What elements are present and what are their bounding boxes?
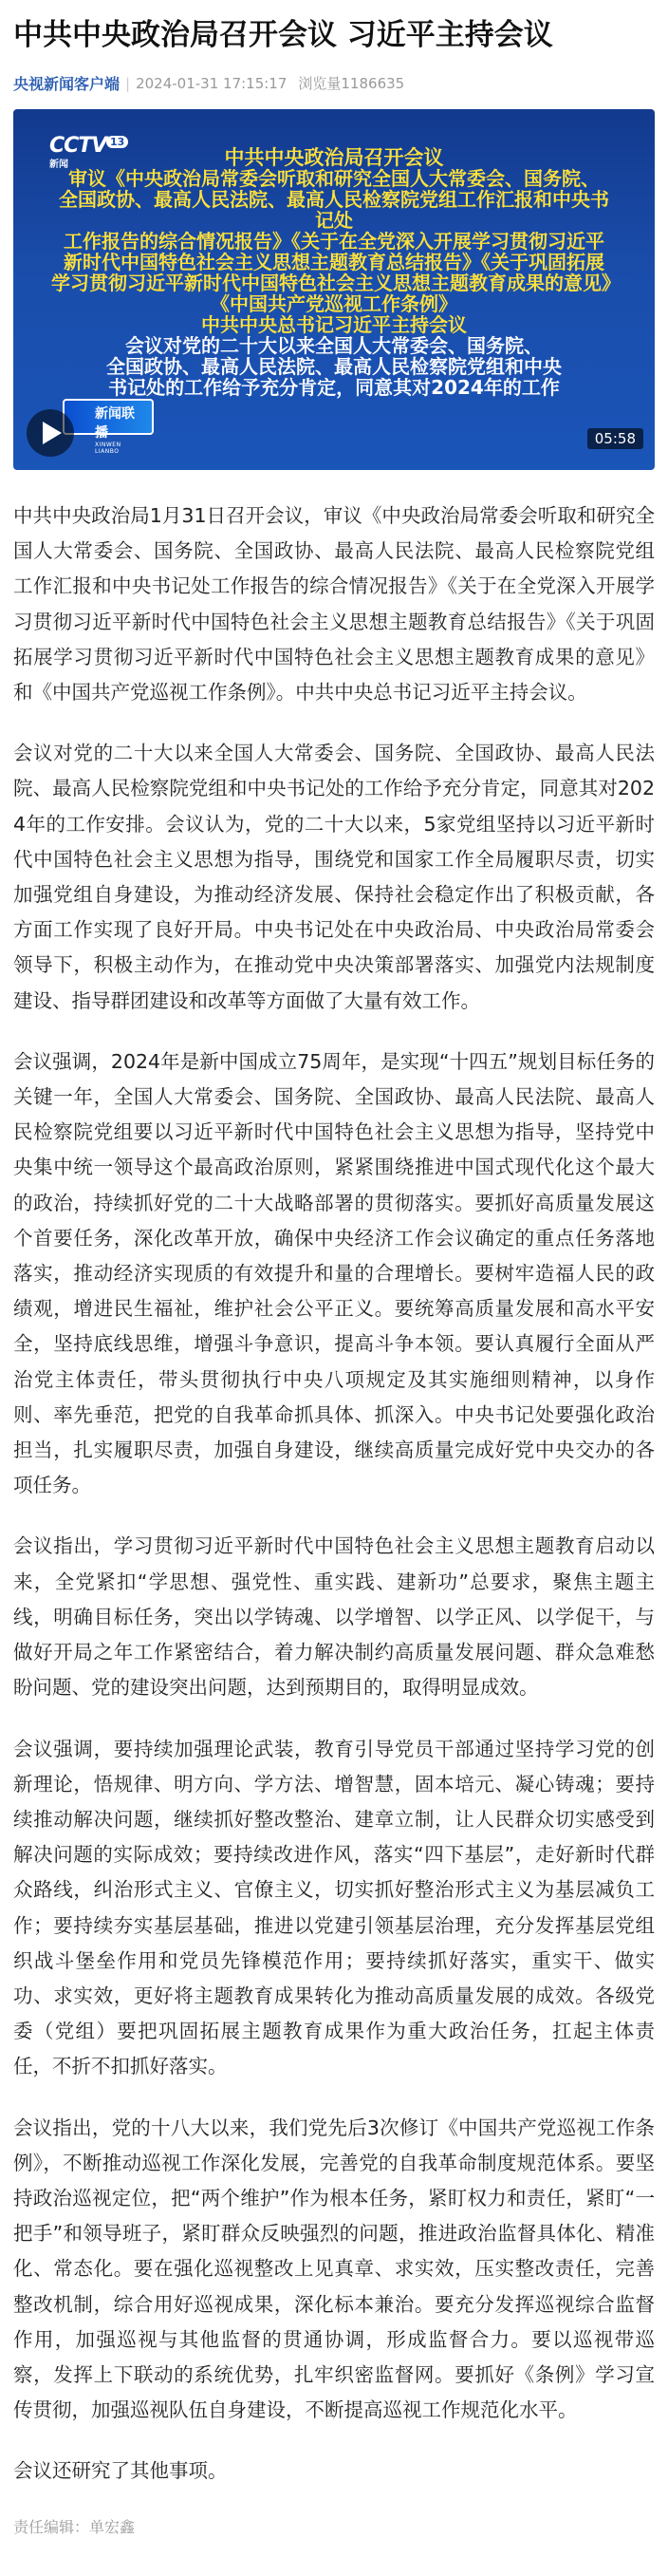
responsible-editor: 责任编辑：单宏鑫 [13, 2517, 136, 2536]
paragraph: 会议指出，学习贯彻习近平新时代中国特色社会主义思想主题教育启动以来，全党紧扣“学思想、强党性、重实践、建新功”总要求，聚焦主题主线，明确目标任务，突出以学铸魂、以学增智、以学正风、以学促干，与做好开局之年工作紧密结合，着力解决制约高质量发展问题、群众急难愁盼问题、党的建设突出问题，达到预期目的，取得明显成效。 [13, 1534, 655, 1700]
paragraph: 中共中央政治局1月31日召开会议，审议《中央政治局常委会听取和研究全国人大常委会、国务院、全国政协、最高人民法院、最高人民检察院党组工作汇报和中央书记处工作报告的综合情况报告》《关于在全党深入开展学习贯彻习近平新时代中国特色社会主义思想主题教育总结报告》《关于巩固拓展学习贯彻习近平新时代中国特色社会主义思想主题教育成果的意见》和《中国共产党巡视工作条例》。中共中央总书记习近平主持会议。 [13, 504, 655, 705]
caption-line: 学习贯彻习近平新时代中国特色社会主义思想主题教育成果的意见》 [51, 272, 621, 294]
caption-line: 工作报告的综合情况报告》《关于在全党深入开展学习贯彻习近平 [64, 230, 604, 253]
channel-number: 13 [106, 136, 128, 148]
article-title: 中共中央政治局召开会议 习近平主持会议 [13, 18, 553, 52]
channel-name: 新闻 [49, 160, 68, 170]
paragraph: 会议对党的二十大以来全国人大常委会、国务院、全国政协、最高人民法院、最高人民检察院党组和中央书记处的工作给予充分肯定，同意其对2024年的工作安排。会议认为，党的二十大以来，5家党组坚持以习近平新时代中国特色社会主义思想为指导，围绕党和国家工作全局履职尽责，切实加强党组自身建设，为推动经济发展、保持社会稳定作出了积极贡献，各方面工作实现了良好开局。中央书记处在中央政治局、中央政治局常委会领导下，积极主动作为，在推动党中央决策部署落实、加强党内法规制度建设、指导群团建设和改革等方面做了大量有效工作。 [13, 742, 655, 1012]
article-body [13, 498, 655, 2490]
caption-line: 新时代中国特色社会主义思想主题教育总结报告》《关于巩固拓展 [64, 251, 604, 273]
video-player[interactable] [13, 109, 655, 470]
caption-line: 《中国共产党巡视工作条例》 [211, 292, 457, 315]
paragraph: 会议强调，2024年是新中国成立75周年，是实现“十四五”规划目标任务的关键一年，全国人大常委会、国务院、全国政协、最高人民法院、最高人民检察院党组要以习近平新时代中国特色社会主义思想为指导，坚持党中央集中统一领导这个最高政治原则，紧紧围绕推进中国式现代化这个最大的政治，持续抓好党的二十大战略部署的贯彻落实。要抓好高质量发展这个首要任务，深化改革开放，确保中央经济工作会议确定的重点任务落地落实，推动经济实现质的有效提升和量的合理增长。要树牢造福人民的政绩观，增进民生福祉，维护社会公平正义。要统筹高质量发展和高水平安全，坚持底线思维，增强斗争意识，提高斗争本领。要认真履行全面从严治党主体责任，带头贯彻执行中央八项规定及其实施细则精神，以身作则、率先垂范，把党的自我革命抓具体、抓深入。中央书记处要强化政治担当，扎实履职尽责，加强自身建设，继续高质量完成好党中央交办的各项任务。 [13, 1049, 655, 1497]
caption-line: 中共中央政治局召开会议 [224, 146, 444, 169]
caption-line: 全国政协、最高人民法院、最高人民检察院党组和中央 [106, 355, 562, 378]
article-meta [13, 72, 655, 94]
paragraph: 会议还研究了其他事项。 [13, 2459, 228, 2483]
video-duration: 05:58 [587, 428, 643, 449]
cctv-logo: CCTV 13 新闻 [49, 134, 110, 172]
caption-line: 审议《中央政治局常委会听取和研究全国人大常委会、国务院、 [68, 167, 600, 190]
caption-line: 全国政协、最高人民法院、最高人民检察院党组工作汇报和中央书记处 [59, 188, 609, 232]
publish-time: 2024-01-31 17:15:17 [136, 74, 288, 92]
paragraph: 会议指出，党的十八大以来，我们党先后3次修订《中国共产党巡视工作条例》，不断推动巡视工作深化发展，完善党的自我革命制度规范体系。要坚持政治巡视定位，把“两个维护”作为根本任务，紧盯权力和责任，紧盯“一把手”和领导班子，紧盯群众反映强烈的问题，推进政治监督具体化、精准化、常态化。要在强化巡视整改上见真章、求实效，压实整改责任，完善整改机制，综合用好巡视成果，深化标本兼治。要充分发挥巡视综合监督作用，加强巡视与其他监督的贯通协调，形成监督合力。要以巡视带巡察，发挥上下联动的系统优势，扎牢织密监督网。要抓好《条例》学习宣传贯彻，加强巡视队伍自身建设，不断提高巡视工作规范化水平。 [13, 2115, 655, 2422]
meta-separator: | [125, 74, 131, 92]
caption-line: 书记处的工作给予充分肯定，同意其对2024年的工作 [108, 376, 560, 399]
paragraph: 会议强调，要持续加强理论武装，教育引导党员干部通过坚持学习党的创新理论，悟规律、明方向、学方法、增智慧，固本培元、凝心铸魂；要持续推动解决问题，继续抓好整改整治、建章立制，让人民群众切实感受到解决问题的实际成效；要持续改进作风，落实“四下基层”，走好新时代群众路线，纠治形式主义、官僚主义，切实抓好整治形式主义为基层减负工作；要持续夯实基层基础，推进以党建引领基层治理，充分发挥基层党组织战斗堡垒作用和党员先锋模范作用；要持续抓好落实，重实干、做实功、求实效，更好将主题教育成果转化为推动高质量发展的成效。各级党委（党组）要把巩固拓展主题教育成果作为重大政治任务，扛起主体责任，不折不扣抓好落实。 [13, 1737, 655, 2078]
caption-line: 会议对党的二十大以来全国人大常委会、国务院、 [125, 334, 543, 357]
video-caption [51, 146, 621, 399]
view-count: 浏览量1186635 [298, 75, 405, 92]
play-icon [43, 422, 62, 444]
play-button[interactable] [27, 409, 74, 457]
source-link[interactable]: 央视新闻客户端 [13, 75, 121, 93]
program-badge: 新闻联播 XINWEN LIANBO [63, 399, 154, 435]
caption-line: 中共中央总书记习近平主持会议 [201, 313, 467, 336]
